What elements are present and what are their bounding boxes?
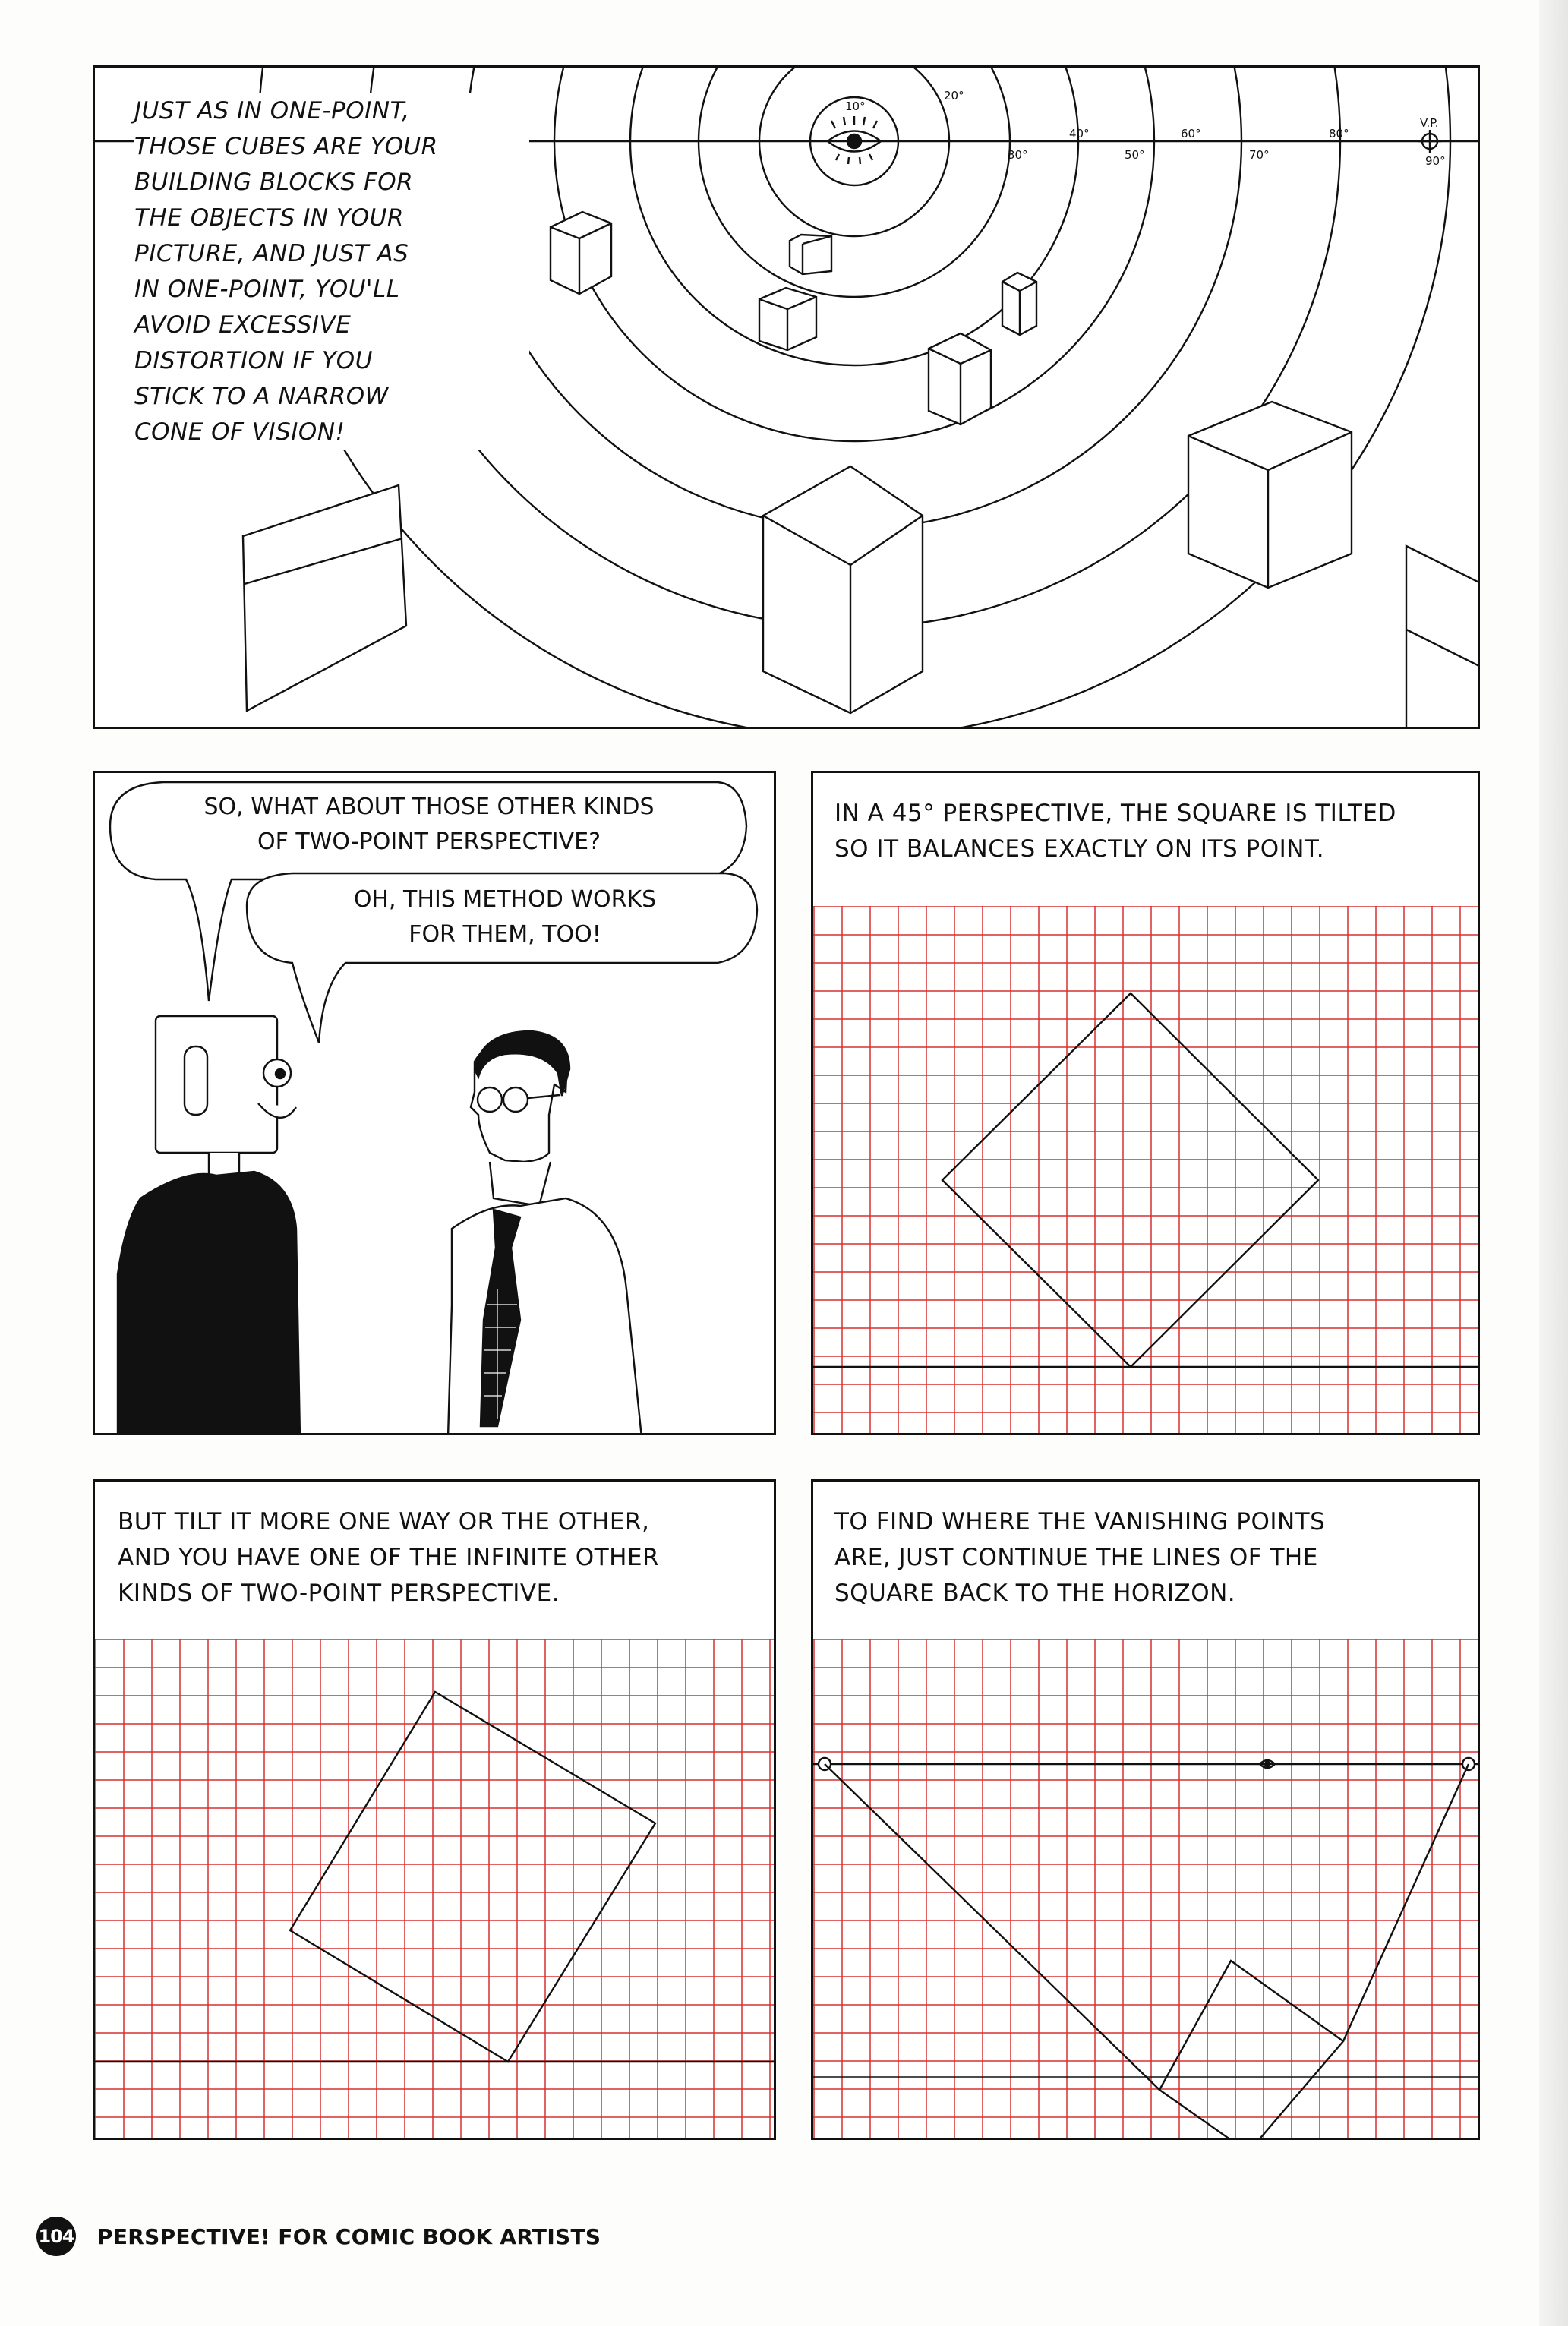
cube-upper-left xyxy=(551,212,611,294)
cube-big-center xyxy=(763,466,923,713)
balloon-right-text: OH, THIS METHOD WORKS FOR THEM, TOO! xyxy=(353,886,657,948)
cube-small-right xyxy=(1002,273,1036,335)
panel3-drawing xyxy=(813,906,1480,1435)
cone-label-10: 10° xyxy=(845,99,866,113)
panel-vanishing-points xyxy=(811,1479,1480,2140)
panel1-caption: JUST AS IN ONE-POINT, THOSE CUBES ARE YOUR BUILDING BLOCKS FOR THE OBJECTS IN YOUR PICTURE, AND JUST AS IN ONE-POINT, YOU'LL AVOID EXCESSIVE DISTORTION IF YOU STICK TO A NARROW CONE OF VISION! xyxy=(134,93,529,450)
page-edge xyxy=(1539,0,1568,2326)
balloon-left-text: SO, WHAT ABOUT THOSE OTHER KINDS OF TWO-POINT PERSPECTIVE? xyxy=(203,794,655,855)
cone-label-30: 30° xyxy=(1008,148,1028,162)
man-with-glasses-character xyxy=(448,1031,642,1435)
cone-label-50: 50° xyxy=(1125,148,1145,162)
panel-conversation xyxy=(93,771,776,1435)
panel-cone-of-vision xyxy=(93,65,1480,729)
tilted-square xyxy=(1159,1961,1343,2140)
panel3-grid xyxy=(813,906,1478,1433)
eye-icon xyxy=(828,116,881,164)
vp-label: V.P. xyxy=(1420,116,1439,130)
cube-mid-left xyxy=(759,288,816,350)
vanishing-point-marker xyxy=(1418,130,1441,153)
cube-left-box xyxy=(243,485,406,711)
left-construction-line xyxy=(825,1764,1159,2090)
running-head: PERSPECTIVE! FOR COMIC BOOK ARTISTS xyxy=(97,2223,601,2249)
box-head-character xyxy=(118,1016,300,1435)
tilted-square-45 xyxy=(942,993,1318,1367)
cone-label-80: 80° xyxy=(1329,127,1349,140)
cube-far-right-edge xyxy=(1406,546,1480,729)
panel4-caption: BUT TILT IT MORE ONE WAY OR THE OTHER, AND YOU HAVE ONE OF THE INFINITE OTHER KINDS OF TWO-POINT PERSPECTIVE. xyxy=(118,1508,660,1607)
panel5-caption: TO FIND WHERE THE VANISHING POINTS ARE, JUST CONTINUE THE LINES OF THE SQUARE BACK TO THE HORIZON. xyxy=(834,1508,1326,1607)
cube-mid-right xyxy=(929,333,991,424)
right-construction-line xyxy=(1343,1764,1469,2041)
cone-label-90: 90° xyxy=(1425,154,1446,168)
panel4-grid xyxy=(95,1639,774,2138)
panel-45-degree-square xyxy=(811,771,1480,1435)
page-number: 104 xyxy=(36,2217,76,2256)
cube-small-top xyxy=(790,235,831,274)
cone-label-70: 70° xyxy=(1249,148,1270,162)
conversation-drawing xyxy=(95,773,776,1435)
cone-label-60: 60° xyxy=(1181,127,1201,140)
panel5-grid xyxy=(813,1639,1478,2138)
tilted-square xyxy=(290,1692,655,2062)
cube-right xyxy=(1188,402,1352,588)
panel3-caption: IN A 45° PERSPECTIVE, THE SQUARE IS TILTED SO IT BALANCES EXACTLY ON ITS POINT. xyxy=(834,800,1396,863)
panel4-drawing xyxy=(95,1639,776,2140)
panel-tilted-square xyxy=(93,1479,776,2140)
page-footer xyxy=(36,2216,601,2257)
cone-label-20: 20° xyxy=(944,89,964,103)
panel5-drawing xyxy=(813,1639,1480,2140)
cone-label-40: 40° xyxy=(1069,127,1090,140)
